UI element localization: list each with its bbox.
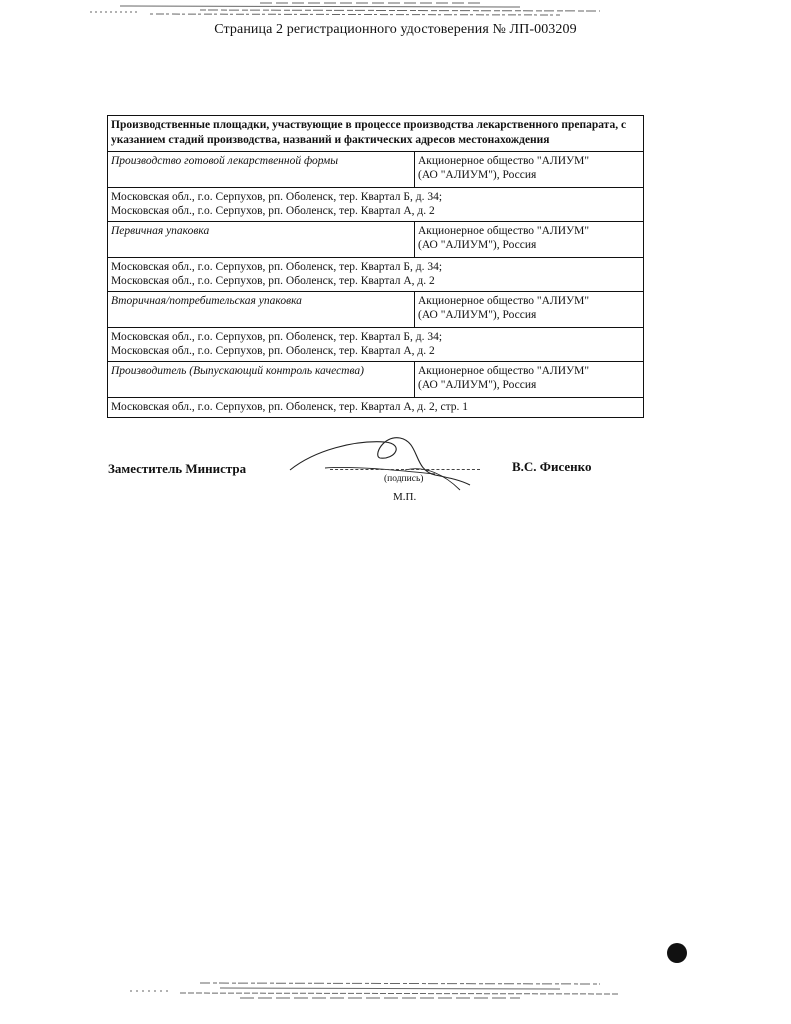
company-cell [415, 362, 644, 398]
table-row [108, 258, 644, 292]
signatory-name: В.С. Фисенко [512, 459, 592, 474]
table-row [108, 292, 644, 328]
table-row [108, 398, 644, 418]
page-header: Страница 2 регистрационного удостоверения № ЛП-003209 [214, 22, 577, 37]
stage-cell: Первичная упаковка [108, 222, 415, 258]
company-short: (АО "АЛИУМ"), Россия [418, 169, 537, 181]
address-line: Московская обл., г.о. Серпухов, рп. Оболенск, тер. Квартал А, д. 2 [111, 275, 435, 287]
table-row [108, 328, 644, 362]
punch-hole-dot [667, 943, 687, 963]
address-cell [108, 398, 644, 418]
table-heading: Производственные площадки, участвующие в процессе производства лекарственного препарата, с указанием стадий производства, названий и фактических адресов местонахождения [108, 116, 644, 152]
table-row [108, 222, 644, 258]
address-line: Московская обл., г.о. Серпухов, рп. Оболенск, тер. Квартал А, д. 2 [111, 205, 435, 217]
address-line: Московская обл., г.о. Серпухов, рп. Оболенск, тер. Квартал Б, д. 34; [111, 331, 443, 343]
stage-cell: Производитель (Выпускающий контроль качества) [108, 362, 415, 398]
address-cell [108, 188, 644, 222]
production-sites-table [107, 115, 644, 418]
handwritten-signature [285, 430, 485, 500]
address-cell [108, 328, 644, 362]
company-cell [415, 222, 644, 258]
address-cell [108, 258, 644, 292]
signature-caption: (подпись) [384, 474, 424, 484]
table-row [108, 188, 644, 222]
signatory-title: Заместитель Министра [108, 461, 247, 476]
company-name: Акционерное общество "АЛИУМ" [418, 225, 590, 237]
company-name: Акционерное общество "АЛИУМ" [418, 155, 590, 167]
table-row [108, 152, 644, 188]
address-line: Московская обл., г.о. Серпухов, рп. Оболенск, тер. Квартал А, д. 2 [111, 345, 435, 357]
table-row [108, 362, 644, 398]
stage-cell: Вторичная/потребительская упаковка [108, 292, 415, 328]
company-name: Акционерное общество "АЛИУМ" [418, 295, 590, 307]
company-short: (АО "АЛИУМ"), Россия [418, 239, 537, 251]
company-short: (АО "АЛИУМ"), Россия [418, 379, 537, 391]
table-heading-row [108, 116, 644, 152]
address-line: Московская обл., г.о. Серпухов, рп. Оболенск, тер. Квартал Б, д. 34; [111, 191, 443, 203]
address-line: Московская обл., г.о. Серпухов, рп. Оболенск, тер. Квартал А, д. 2, стр. 1 [111, 401, 469, 413]
scan-noise-bottom [0, 975, 791, 1005]
scan-noise-top [0, 0, 791, 22]
company-cell [415, 152, 644, 188]
signature-block [0, 455, 791, 525]
company-name: Акционерное общество "АЛИУМ" [418, 365, 590, 377]
seal-placeholder: М.П. [393, 491, 417, 503]
stage-cell: Производство готовой лекарственной формы [108, 152, 415, 188]
address-line: Московская обл., г.о. Серпухов, рп. Оболенск, тер. Квартал Б, д. 34; [111, 261, 443, 273]
company-cell [415, 292, 644, 328]
signature-line [330, 469, 480, 470]
company-short: (АО "АЛИУМ"), Россия [418, 309, 537, 321]
